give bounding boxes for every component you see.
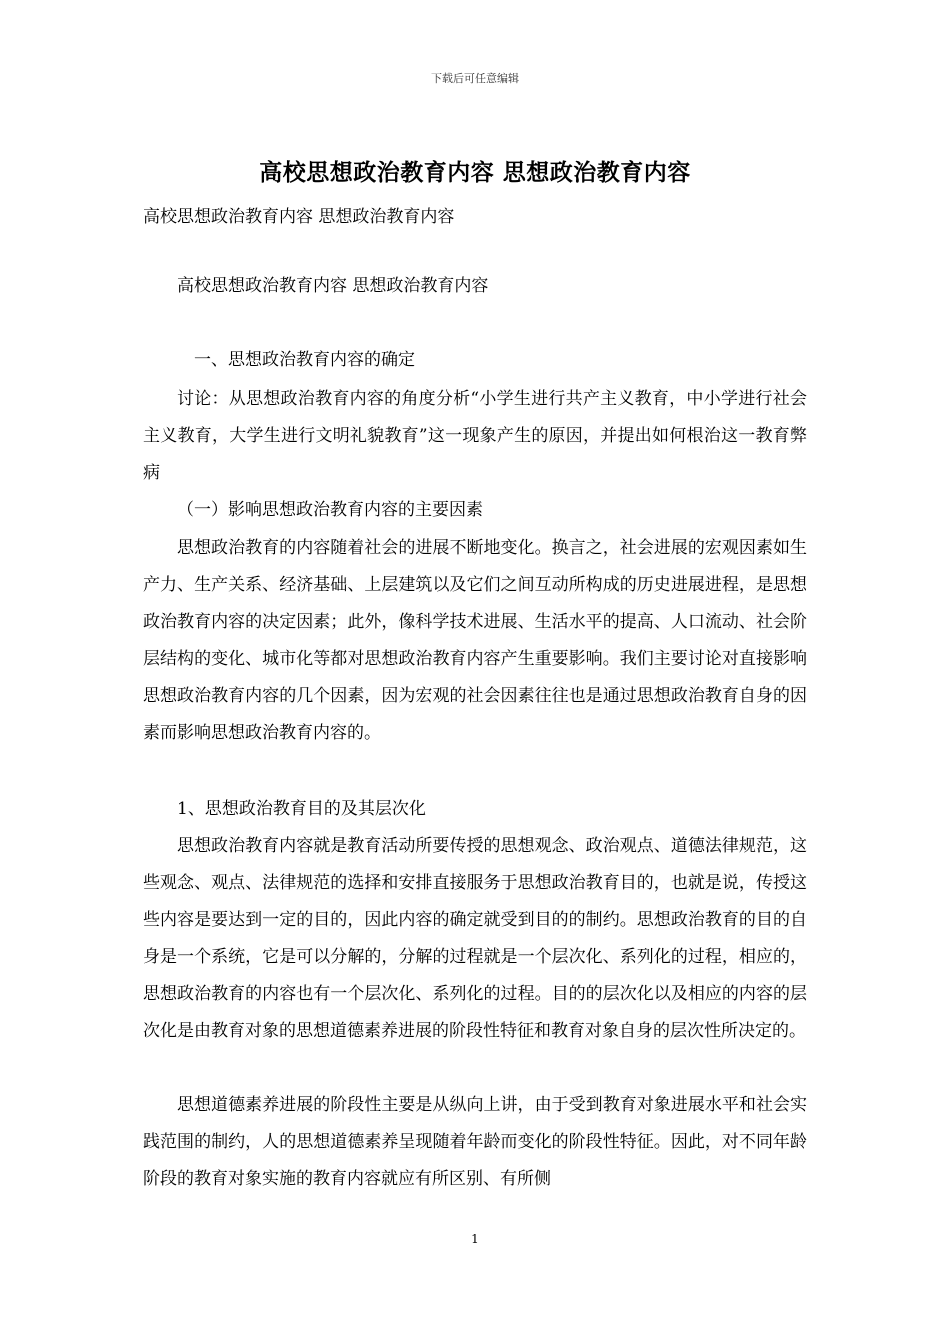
page-header: 下载后可任意编辑 <box>431 72 519 85</box>
subsection-heading: （一）影响思想政治教育内容的主要因素 <box>177 500 483 520</box>
paragraph: 高校思想政治教育内容 思想政治教育内容 <box>177 276 489 296</box>
paragraph: 讨论：从思想政治教育内容的角度分析“小学生进行共产主义教育，中小学进行社会主义教育，大学生进行文明礼貌教育”这一现象产生的原因，并提出如何根治这一教育弊病 <box>143 389 807 483</box>
page-number: 1 <box>471 1232 479 1246</box>
paragraph: 思想政治教育内容就是教育活动所要传授的思想观念、政治观点、道德法律规范，这些观念、观点、法律规范的选择和安排直接服务于思想政治教育目的，也就是说，传授这些内容是要达到一定的目的，因此内容的确定就受到目的的制约。思想政治教育的目的自身是一个系统，它是可以分解的，分解的过程就是一个层次化、系列化的过程，相应的，思想政治教育的内容也有一个层次化、系列化的过程。目的的层次化以及相应的内容的层次化是由教育对象的思想道德素养进展的阶段性特征和教育对象自身的层次性所决定的。 <box>143 836 807 1041</box>
document-title: 高校思想政治教育内容 思想政治教育内容 <box>259 159 691 186</box>
paragraph: 思想道德素养进展的阶段性主要是从纵向上讲，由于受到教育对象进展水平和社会实践范围的制约，人的思想道德素养呈现随着年龄而变化的阶段性特征。因此，对不同年龄阶段的教育对象实施的教育内容就应有所区别、有所侧 <box>143 1095 807 1189</box>
document-subtitle: 高校思想政治教育内容 思想政治教育内容 <box>143 207 455 227</box>
section-heading: 一、思想政治教育内容的确定 <box>194 350 415 370</box>
paragraph: 思想政治教育的内容随着社会的进展不断地变化。换言之，社会进展的宏观因素如生产力、生产关系、经济基础、上层建筑以及它们之间互动所构成的历史进展进程，是思想政治教育内容的决定因素；此外，像科学技术进展、生活水平的提高、人口流动、社会阶层结构的变化、城市化等都对思想政治教育内容产生重要影响。我们主要讨论对直接影响思想政治教育内容的几个因素，因为宏观的社会因素往往也是通过思想政治教育自身的因素而影响思想政治教育内容的。 <box>143 538 807 743</box>
subsection-heading: 1、思想政治教育目的及其层次化 <box>177 799 426 819</box>
